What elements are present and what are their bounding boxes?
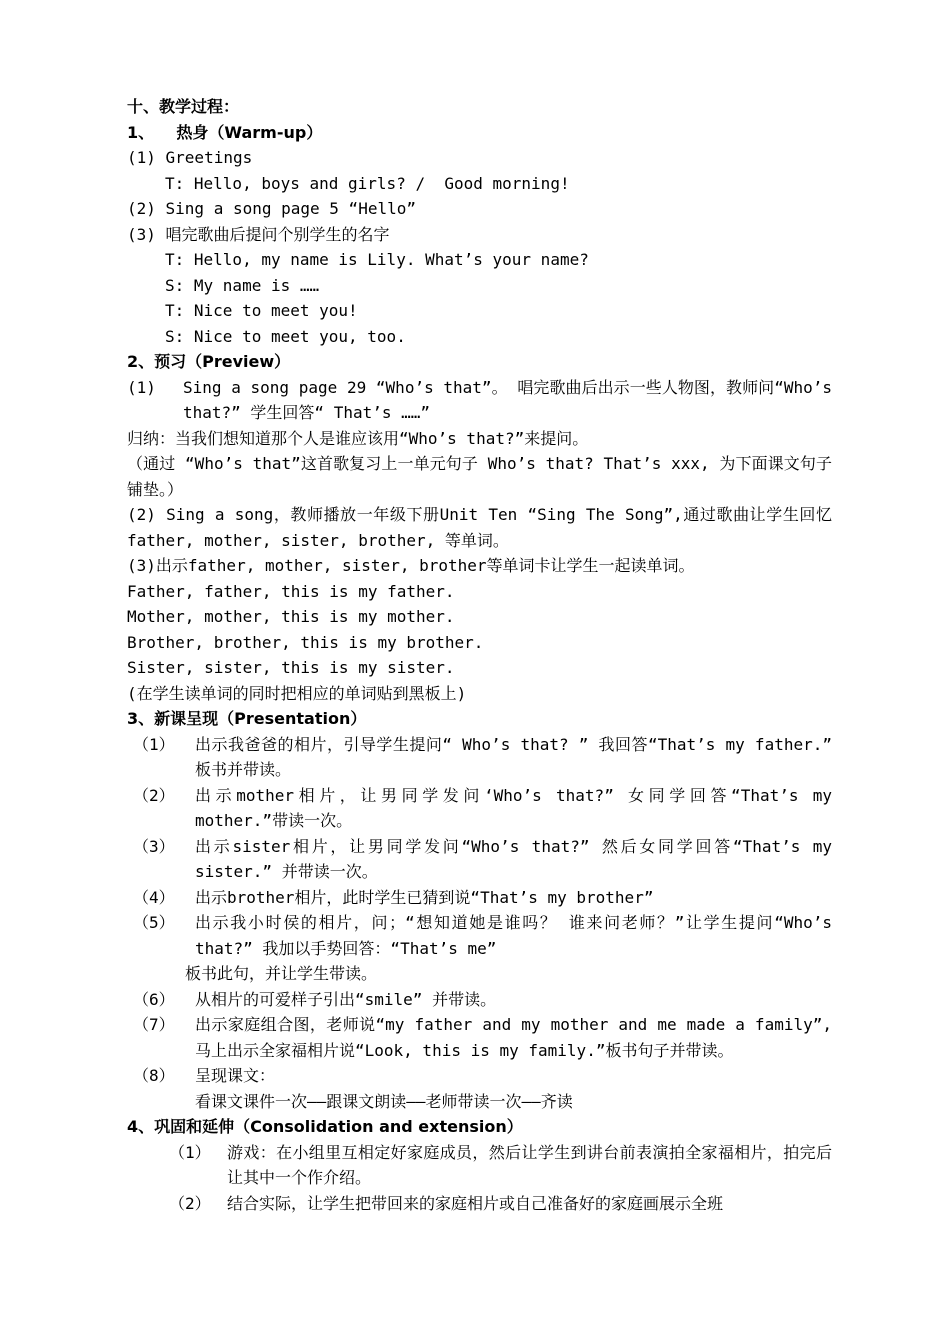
s1-line: T: Nice to meet you! <box>165 301 358 320</box>
s3-item <box>127 732 832 783</box>
s1-line: (2) Sing a song page 5 “Hello” <box>127 199 416 218</box>
s4-item-number: （2） <box>169 1193 211 1213</box>
s1-line: (1) Greetings <box>127 148 253 167</box>
s1-line: S: Nice to meet you, too. <box>165 326 406 346</box>
s1-line: T: Hello, boys and girls? / Good morning! <box>165 173 570 193</box>
s3-title: 3、新课呈现（Presentation） <box>127 709 367 728</box>
s3-item-text: 呈现课文： <box>195 1066 276 1085</box>
s3-item <box>127 885 832 911</box>
s2-title: 2、预习（Preview） <box>127 352 291 371</box>
chant-line: Sister, sister, this is my sister. <box>127 658 455 677</box>
s2-summary: 归纳：当我们想知道那个人是谁应该用“Who’s that?”来提问。 <box>127 428 589 448</box>
s4-item <box>127 1191 832 1217</box>
s3-item-text: 出示我爸爸的相片，引导学生提问“ Who’s that? ” 我回答“That’s my father.” 板书并带读。 <box>195 734 832 779</box>
s3-item <box>127 910 832 961</box>
s3-item-text: 出示sister相片，让男同学发问“Who’s that?” 然后女同学回答“That’s my sister.” 并带读一次。 <box>195 836 832 881</box>
s2-item-2: (2) Sing a song，教师播放一年级下册Unit Ten “Sing The Song”,通过歌曲让学生回忆father, mother, sister, brother, 等单词。 <box>127 505 832 550</box>
s3-item <box>127 783 832 834</box>
s3-item-text: 从相片的可爱样子引出“smile” 并带读。 <box>195 989 497 1009</box>
s2-note: （通过 “Who’s that”这首歌复习上一单元句子 Who’s that? That’s xxx, 为下面课文句子铺垫。） <box>127 454 832 499</box>
s3-item-text: 出示brother相片，此时学生已猜到说“That’s my brother” <box>195 887 654 907</box>
s1-line: S: My name is …… <box>165 275 320 295</box>
s3-item-number: （2） <box>133 785 175 805</box>
chant-line: Mother, mother, this is my mother. <box>127 607 455 626</box>
s3-item <box>127 1063 832 1089</box>
s2-closing: (在学生读单词的同时把相应的单词贴到黑板上) <box>127 683 467 703</box>
s1-line: T: Hello, my name is Lily. What’s your name? <box>165 250 589 269</box>
lesson-content <box>127 94 832 1216</box>
s3-item <box>127 1012 832 1063</box>
s4-item-text: 结合实际，让学生把带回来的家庭相片或自己准备好的家庭画展示全班 <box>227 1193 724 1213</box>
s3-flow: 看课文课件一次——跟课文朗读——老师带读一次——齐读 <box>195 1091 573 1111</box>
s4-item-number: （1） <box>169 1142 211 1162</box>
s1-title: 1、 热身（Warm-up） <box>127 122 323 142</box>
s4-item <box>127 1140 832 1191</box>
chant-line: Brother, brother, this is my brother. <box>127 632 484 652</box>
s1-line: (3) 唱完歌曲后提问个别学生的名字 <box>127 224 390 244</box>
s3-item <box>127 987 832 1013</box>
s2-item-3: (3)出示father, mother, sister, brother等单词卡让学生一起读单词。 <box>127 556 695 575</box>
s2-item-1-text: Sing a song page 29 “Who’s that”。 唱完歌曲后出示一些人物图，教师问“Who’s that?” 学生回答“ That’s ……” <box>183 377 832 422</box>
s3-item <box>127 834 832 885</box>
s3-item-number: （1） <box>133 734 175 754</box>
s3-item-number: （8） <box>133 1066 175 1085</box>
s3-item-text: 出示mother相片，让男同学发问‘Who’s that?” 女同学回答“That’s my mother.”带读一次。 <box>195 785 832 830</box>
s3-item-number: （6） <box>133 989 175 1009</box>
s2-item-1-number: (1) <box>127 377 156 397</box>
s4-item-text: 游戏：在小组里互相定好家庭成员，然后让学生到讲台前表演拍全家福相片，拍完后让其中一个作介绍。 <box>227 1142 832 1187</box>
s3-item-number: （4） <box>133 887 175 907</box>
s2-item-1 <box>127 375 832 426</box>
section-heading: 十、教学过程： <box>127 97 240 116</box>
s3-item-text: 出示我小时侯的相片，问；“想知道她是谁吗？ 谁来问老师？”让学生提问“Who’s that?” 我加以手势回答：“That’s me” <box>195 913 832 958</box>
chant-line: Father, father, this is my father. <box>127 581 455 601</box>
s3-item-number: （5） <box>133 913 175 932</box>
s3-board-line: 板书此句，并让学生带读。 <box>185 964 378 983</box>
s3-item-text: 出示家庭组合图，老师说“my father and my mother and me made a family”, 马上出示全家福相片说“Look, this is my family.”板书句子并带读。 <box>195 1015 832 1060</box>
s3-item-number: （7） <box>133 1015 175 1034</box>
s3-item-number: （3） <box>133 836 175 856</box>
s4-title: 4、巩固和延伸（Consolidation and extension） <box>127 1117 523 1136</box>
